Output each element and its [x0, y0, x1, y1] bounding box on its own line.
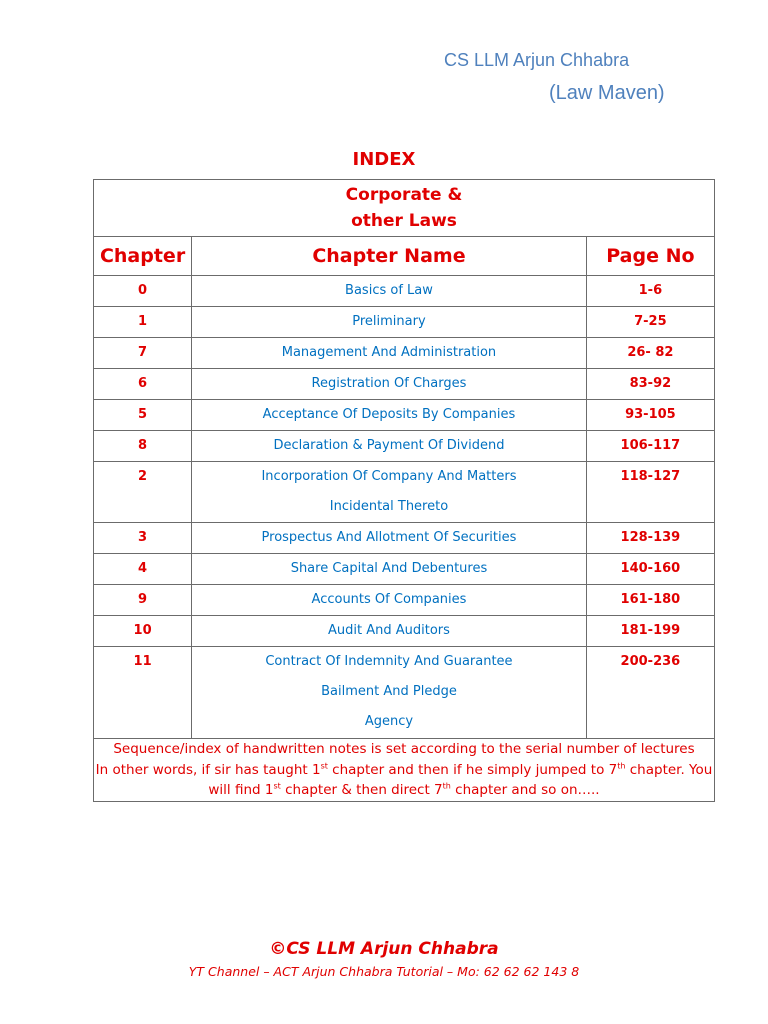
chapter-name-line: Declaration & Payment Of Dividend	[273, 438, 505, 453]
page-range: 118-127	[586, 462, 714, 523]
chapter-number: 6	[94, 369, 192, 400]
page-range: 93-105	[586, 400, 714, 431]
chapter-name	[192, 431, 587, 462]
page-range: 1-6	[586, 276, 714, 307]
footer-contact: YT Channel – ACT Arjun Chhabra Tutorial – Mo: 62 62 62 143 8	[188, 964, 580, 979]
table-caption	[94, 180, 715, 237]
chapter-name	[192, 585, 587, 616]
page-range: 161-180	[586, 585, 714, 616]
table-row	[94, 276, 715, 307]
table-row	[94, 369, 715, 400]
chapter-number: 4	[94, 554, 192, 585]
author-name: CS LLM Arjun Chhabra	[444, 50, 630, 70]
table-row	[94, 462, 715, 523]
caption-line-1: Corporate &	[345, 185, 463, 205]
table-row	[94, 554, 715, 585]
page-range: 26- 82	[586, 338, 714, 369]
table-row	[94, 431, 715, 462]
note-fragment: chapter and then if he simply jumped to 7	[327, 761, 618, 778]
note-line-2	[94, 760, 714, 801]
chapter-name	[192, 462, 587, 523]
page-range: 7-25	[586, 307, 714, 338]
table-row	[94, 338, 715, 369]
chapter-name-line: Incidental Thereto	[329, 499, 449, 514]
chapter-name-line: Agency	[364, 714, 414, 729]
note-line-1: Sequence/index of handwritten notes is set according to the serial number of lectures	[113, 741, 695, 757]
page-range: 128-139	[586, 523, 714, 554]
chapter-number: 9	[94, 585, 192, 616]
table-row	[94, 616, 715, 647]
note-fragment: In other words, if sir has taught 1	[95, 761, 321, 778]
note-fragment: chapter & then direct 7	[280, 782, 443, 798]
caption-line-2: other Laws	[351, 211, 457, 231]
ordinal-suffix: st	[273, 781, 281, 791]
chapter-name-line: Contract Of Indemnity And Guarantee	[265, 654, 513, 669]
column-header-chapter-name: Chapter Name	[192, 237, 587, 276]
chapter-number: 7	[94, 338, 192, 369]
chapter-number: 8	[94, 431, 192, 462]
chapter-number: 11	[94, 647, 192, 739]
chapter-name	[192, 338, 587, 369]
table-header-row	[94, 237, 715, 276]
chapter-name-line: Audit And Auditors	[328, 623, 450, 638]
chapter-name-line: Registration Of Charges	[311, 376, 467, 391]
chapter-name	[192, 616, 587, 647]
table-row	[94, 647, 715, 739]
chapter-name-line: Accounts Of Companies	[311, 592, 467, 607]
chapter-name-line: Acceptance Of Deposits By Companies	[262, 407, 516, 422]
table-row	[94, 585, 715, 616]
chapter-name-line: Management And Administration	[281, 345, 497, 360]
chapter-number: 5	[94, 400, 192, 431]
column-header-chapter: Chapter	[94, 237, 192, 276]
chapter-name-line: Preliminary	[352, 314, 426, 329]
chapter-name-line: Incorporation Of Company And Matters	[261, 469, 517, 484]
chapter-name-line: Bailment And Pledge	[321, 684, 457, 699]
chapter-number: 10	[94, 616, 192, 647]
ordinal-suffix: th	[442, 781, 451, 791]
page-range: 83-92	[586, 369, 714, 400]
note-fragment: chapter and so on…..	[450, 782, 600, 798]
chapter-number: 3	[94, 523, 192, 554]
note-fragment: chapter. You will find 1	[208, 761, 713, 798]
ordinal-suffix: st	[320, 761, 328, 770]
chapter-name	[192, 400, 587, 431]
chapter-name	[192, 554, 587, 585]
index-title: INDEX	[352, 149, 416, 170]
chapter-name	[192, 369, 587, 400]
column-header-page-no: Page No	[586, 237, 714, 276]
note-row	[94, 739, 715, 802]
chapter-name	[192, 307, 587, 338]
brand-name: (Law Maven)	[549, 82, 665, 104]
chapter-name	[192, 276, 587, 307]
chapter-name-line: Prospectus And Allotment Of Securities	[261, 530, 517, 545]
page-range: 200-236	[586, 647, 714, 739]
chapter-name	[192, 523, 587, 554]
chapter-number: 1	[94, 307, 192, 338]
index-table	[93, 179, 715, 802]
ordinal-suffix: th	[617, 761, 626, 770]
footer-copyright: ©CS LLM Arjun Chhabra	[269, 939, 499, 959]
table-row	[94, 523, 715, 554]
page-range: 106-117	[586, 431, 714, 462]
note-text	[94, 739, 715, 802]
chapter-number: 0	[94, 276, 192, 307]
table-row	[94, 400, 715, 431]
table-row	[94, 307, 715, 338]
chapter-name	[192, 647, 587, 739]
chapter-name-line: Share Capital And Debentures	[290, 561, 488, 576]
page-range: 181-199	[586, 616, 714, 647]
page-range: 140-160	[586, 554, 714, 585]
chapter-name-line: Basics of Law	[345, 283, 433, 298]
chapter-number: 2	[94, 462, 192, 523]
